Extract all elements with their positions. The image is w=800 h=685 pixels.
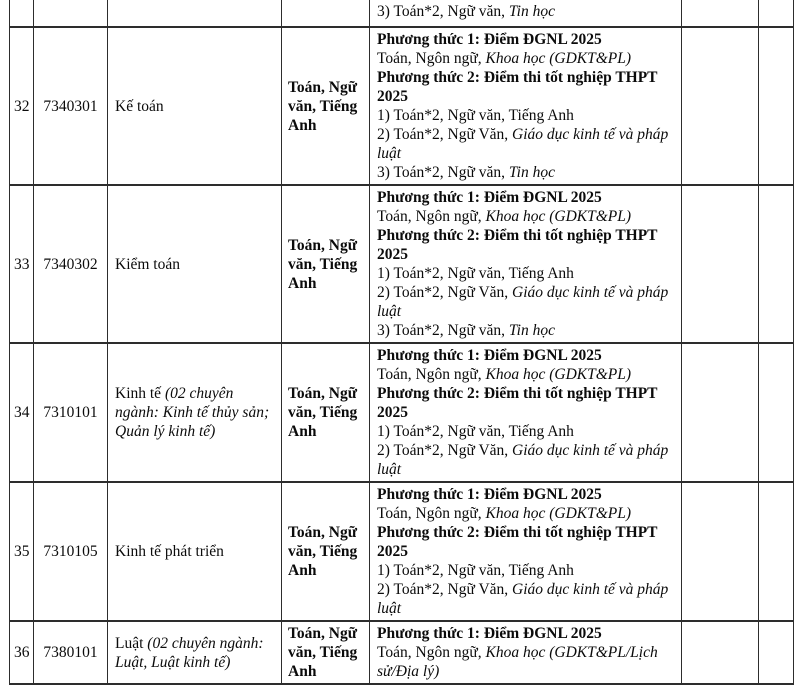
method-line: 1) Toán*2, Ngữ văn, Tiếng Anh — [377, 562, 574, 579]
method-line: 2) Toán*2, Ngữ Văn, Giáo dục kinh tế và pháp luật — [377, 284, 669, 320]
method-line: 3) Toán*2, Ngữ văn, Tin học — [377, 164, 555, 181]
cell-code: 7310101 — [34, 343, 108, 482]
method-line: Phương thức 1: Điểm ĐGNL 2025 — [377, 31, 602, 48]
method-line: Phương thức 2: Điểm thi tốt nghiệp THPT 2025 — [377, 69, 658, 105]
cell-code — [34, 0, 108, 27]
cell-stt: 36 — [10, 621, 34, 684]
cell-methods — [370, 343, 682, 482]
cell-methods — [370, 621, 682, 684]
method-line: Phương thức 1: Điểm ĐGNL 2025 — [377, 347, 602, 364]
method-line: Phương thức 2: Điểm thi tốt nghiệp THPT 2025 — [377, 227, 658, 263]
cell-stt: 35 — [10, 482, 34, 621]
cell-stt: 33 — [10, 185, 34, 343]
cell-subjects: Toán, Ngữ văn, Tiếng Anh — [282, 185, 370, 343]
cell-extra-1 — [682, 27, 759, 185]
cell-extra-1 — [682, 621, 759, 684]
cell-stt: 32 — [10, 27, 34, 185]
cell-code: 7310105 — [34, 482, 108, 621]
cell-subjects: Toán, Ngữ văn, Tiếng Anh — [282, 482, 370, 621]
method-line: Phương thức 2: Điểm thi tốt nghiệp THPT 2025 — [377, 524, 658, 560]
cell-methods — [370, 185, 682, 343]
cell-stt — [10, 0, 34, 27]
method-line: Toán, Ngôn ngữ, Khoa học (GDKT&PL) — [377, 505, 632, 522]
method-line: Phương thức 1: Điểm ĐGNL 2025 — [377, 486, 602, 503]
method-line: 2) Toán*2, Ngữ Văn, Giáo dục kinh tế và pháp luật — [377, 126, 669, 162]
method-line: 1) Toán*2, Ngữ văn, Tiếng Anh — [377, 265, 574, 282]
cell-methods — [370, 0, 682, 27]
table-row — [10, 27, 794, 185]
cell-name — [108, 0, 282, 27]
cell-subjects: Toán, Ngữ văn, Tiếng Anh — [282, 343, 370, 482]
cell-subjects — [282, 0, 370, 27]
cell-code: 7340302 — [34, 185, 108, 343]
cell-code: 7380101 — [34, 621, 108, 684]
cell-extra-2 — [759, 185, 794, 343]
cell-methods — [370, 482, 682, 621]
cell-subjects: Toán, Ngữ văn, Tiếng Anh — [282, 27, 370, 185]
cell-extra-1 — [682, 0, 759, 27]
cell-name: Luật (02 chuyên ngành: Luật, Luật kinh tế) — [108, 621, 282, 684]
cell-extra-1 — [682, 343, 759, 482]
method-line: Phương thức 1: Điểm ĐGNL 2025 — [377, 625, 602, 642]
cell-name: Kiểm toán — [108, 185, 282, 343]
method-line: Toán, Ngôn ngữ, Khoa học (GDKT&PL/Lịch sử/Địa lý) — [377, 644, 658, 680]
cell-extra-1 — [682, 185, 759, 343]
table-row — [10, 185, 794, 343]
cell-extra-1 — [682, 482, 759, 621]
table-row-partial — [10, 0, 794, 27]
method-line: Phương thức 2: Điểm thi tốt nghiệp THPT 2025 — [377, 385, 658, 421]
method-line: Toán, Ngôn ngữ, Khoa học (GDKT&PL) — [377, 208, 632, 225]
cell-extra-2 — [759, 343, 794, 482]
cell-name: Kinh tế phát triển — [108, 482, 282, 621]
method-line: 2) Toán*2, Ngữ Văn, Giáo dục kinh tế và pháp luật — [377, 442, 669, 478]
table-row — [10, 621, 794, 684]
admissions-table — [9, 0, 794, 685]
cell-name: Kế toán — [108, 27, 282, 185]
method-line: Phương thức 1: Điểm ĐGNL 2025 — [377, 189, 602, 206]
cell-stt: 34 — [10, 343, 34, 482]
cell-subjects: Toán, Ngữ văn, Tiếng Anh — [282, 621, 370, 684]
method-line: Toán, Ngôn ngữ, Khoa học (GDKT&PL) — [377, 50, 632, 67]
table-row — [10, 482, 794, 621]
table-row — [10, 343, 794, 482]
method-line: 1) Toán*2, Ngữ văn, Tiếng Anh — [377, 423, 574, 440]
method-line: 3) Toán*2, Ngữ văn, Tin học — [377, 322, 555, 339]
cell-extra-2 — [759, 27, 794, 185]
cell-extra-2 — [759, 621, 794, 684]
method-line: 2) Toán*2, Ngữ Văn, Giáo dục kinh tế và pháp luật — [377, 581, 669, 617]
cell-code: 7340301 — [34, 27, 108, 185]
method-line: 1) Toán*2, Ngữ văn, Tiếng Anh — [377, 107, 574, 124]
cell-methods — [370, 27, 682, 185]
cell-extra-2 — [759, 482, 794, 621]
cell-extra-2 — [759, 0, 794, 27]
cell-name: Kinh tế (02 chuyên ngành: Kinh tế thủy sản; Quản lý kinh tế) — [108, 343, 282, 482]
method-line: Toán, Ngôn ngữ, Khoa học (GDKT&PL) — [377, 366, 632, 383]
method-line: 3) Toán*2, Ngữ văn, Tin học — [377, 3, 555, 20]
